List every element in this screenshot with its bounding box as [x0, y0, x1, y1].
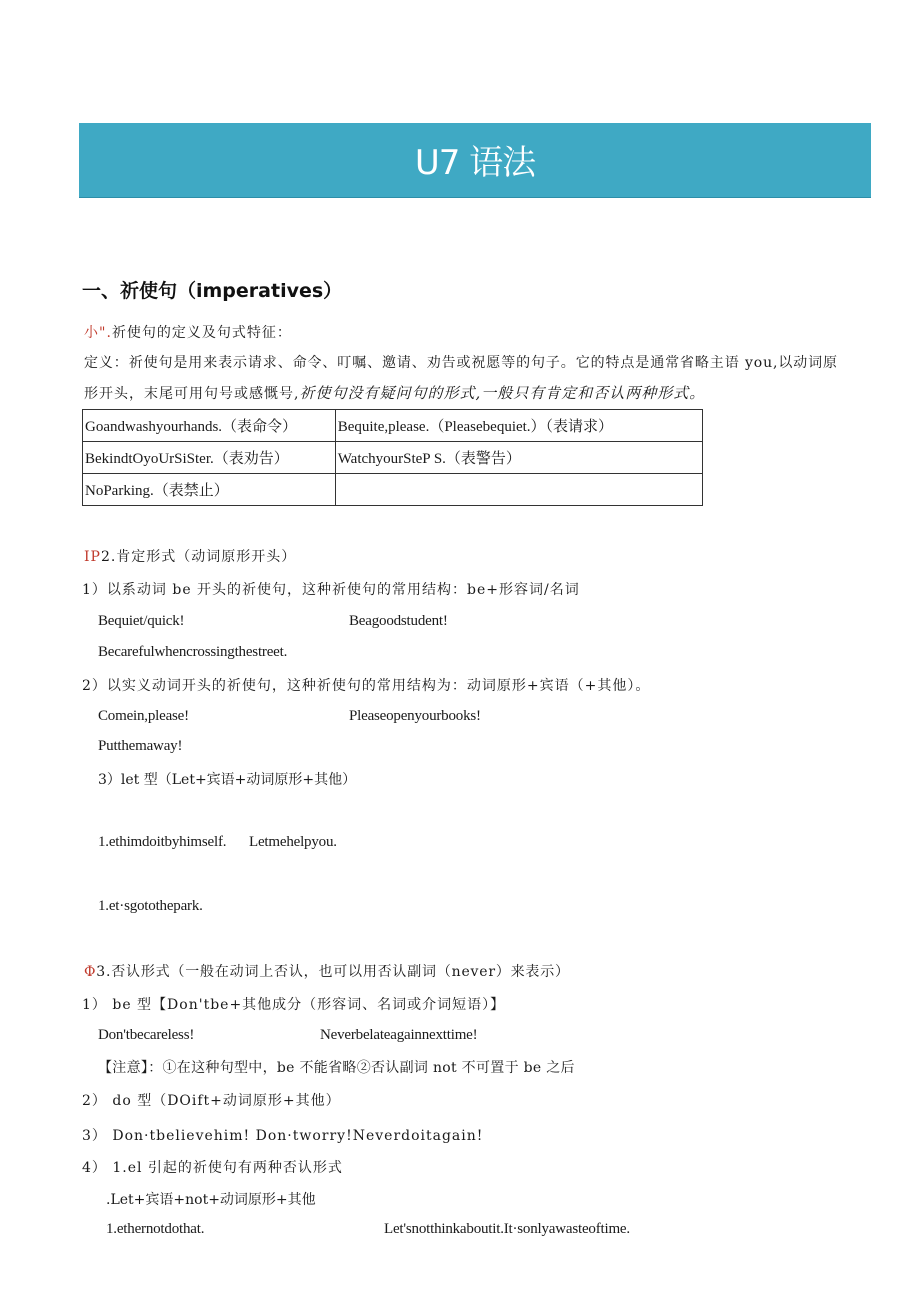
examples-table — [82, 409, 703, 506]
table-cell: NoParking.（表禁止） — [83, 474, 336, 506]
example-text: Putthemaway! — [98, 738, 183, 754]
example-text: 1.et·sgotothepark. — [98, 898, 203, 914]
example-text: 1.ethimdoitbyhimself. — [98, 834, 227, 850]
example-text: Don'tbecareless! — [98, 1027, 195, 1043]
example-text: Neverbelateagainnexttime! — [320, 1027, 478, 1043]
table-cell: WatchyourSteP S.（表警告） — [335, 442, 702, 474]
example-text: Pleaseopenyourbooks! — [349, 708, 481, 724]
title-banner — [79, 123, 871, 198]
example-text: Let'snotthinkaboutit.It·sonlyawasteoftime. — [384, 1221, 630, 1237]
table-cell — [335, 474, 702, 506]
page-title: U7 语法 — [414, 143, 536, 183]
point2-sub3: 3）let 型（Let+宾语+动词原形+其他） — [98, 772, 357, 788]
section-heading: 一、祈使句（imperatives） — [82, 280, 343, 302]
note-text: 【注意】：①在这种句型中，be 不能省略②否认副词 not 不可置于 be 之后 — [98, 1060, 575, 1076]
point3-sub4: 4） 1.el 引起的祈使句有两种否认形式 — [82, 1160, 343, 1176]
definition-line-2-normal: 形开头，末尾可用句号或感慨号, — [84, 386, 300, 402]
point3-sub3: 3） Don·tbelievehim! Don·tworry!Neverdoitagain! — [82, 1128, 484, 1144]
definition-line-1: 定义：祈使句是用来表示请求、命令、叮嘱、邀请、劝告或祝愿等的句子。它的特点是通常省略主语 you,以动词原 — [84, 355, 838, 371]
example-text: Letmehelpyou. — [249, 834, 337, 850]
point3-marker: Φ — [84, 964, 97, 980]
example-text: Becarefulwhencrossingthestreet. — [98, 644, 288, 660]
definition-line-2-italic: 祈使句没有疑问句的形式,一般只有肯定和否认两种形式。 — [299, 384, 706, 402]
point1-heading — [84, 322, 292, 342]
table-row — [83, 442, 703, 474]
point2-sub1: 1）以系动词 be 开头的祈使句，这种祈使句的常用结构：be+形容词/名词 — [82, 582, 580, 598]
point3-sub1: 1） be 型【Don'tbe+其他成分（形容词、名词或介词短语）】 — [82, 997, 506, 1013]
table-cell: BekindtOyoUrSiSter.（表劝告） — [83, 442, 336, 474]
example-text: Bequiet/quick! — [98, 613, 185, 629]
point2-title: 2.肯定形式（动词原形开头） — [100, 549, 297, 565]
point2-heading — [84, 546, 296, 566]
point1-marker: 小". — [84, 325, 112, 341]
point1-title: 祈使句的定义及句式特征： — [111, 325, 292, 341]
point2-marker: IP — [84, 549, 101, 565]
point3-heading — [84, 961, 570, 981]
point3-title: 3.否认形式（一般在动词上否认，也可以用否认副词（never）来表示） — [96, 964, 570, 980]
table-row — [83, 474, 703, 506]
point2-sub2: 2）以实义动词开头的祈使句，这种祈使句的常用结构为：动词原形+宾语（+其他）。 — [82, 678, 651, 694]
example-text: Comein,please! — [98, 708, 189, 724]
let-negative-form: .Let+宾语+not+动词原形+其他 — [106, 1192, 316, 1208]
table-cell: Goandwashyourhands.（表命令） — [83, 410, 336, 442]
example-text: Beagoodstudent! — [349, 613, 448, 629]
table-cell: Bequite,please.（Pleasebequiet.）（表请求） — [335, 410, 702, 442]
definition-line-2 — [84, 382, 705, 403]
table-row — [83, 410, 703, 442]
point3-sub2: 2） do 型（DOift+动词原形+其他） — [82, 1093, 341, 1109]
example-text: 1.ethernotdothat. — [106, 1221, 205, 1237]
